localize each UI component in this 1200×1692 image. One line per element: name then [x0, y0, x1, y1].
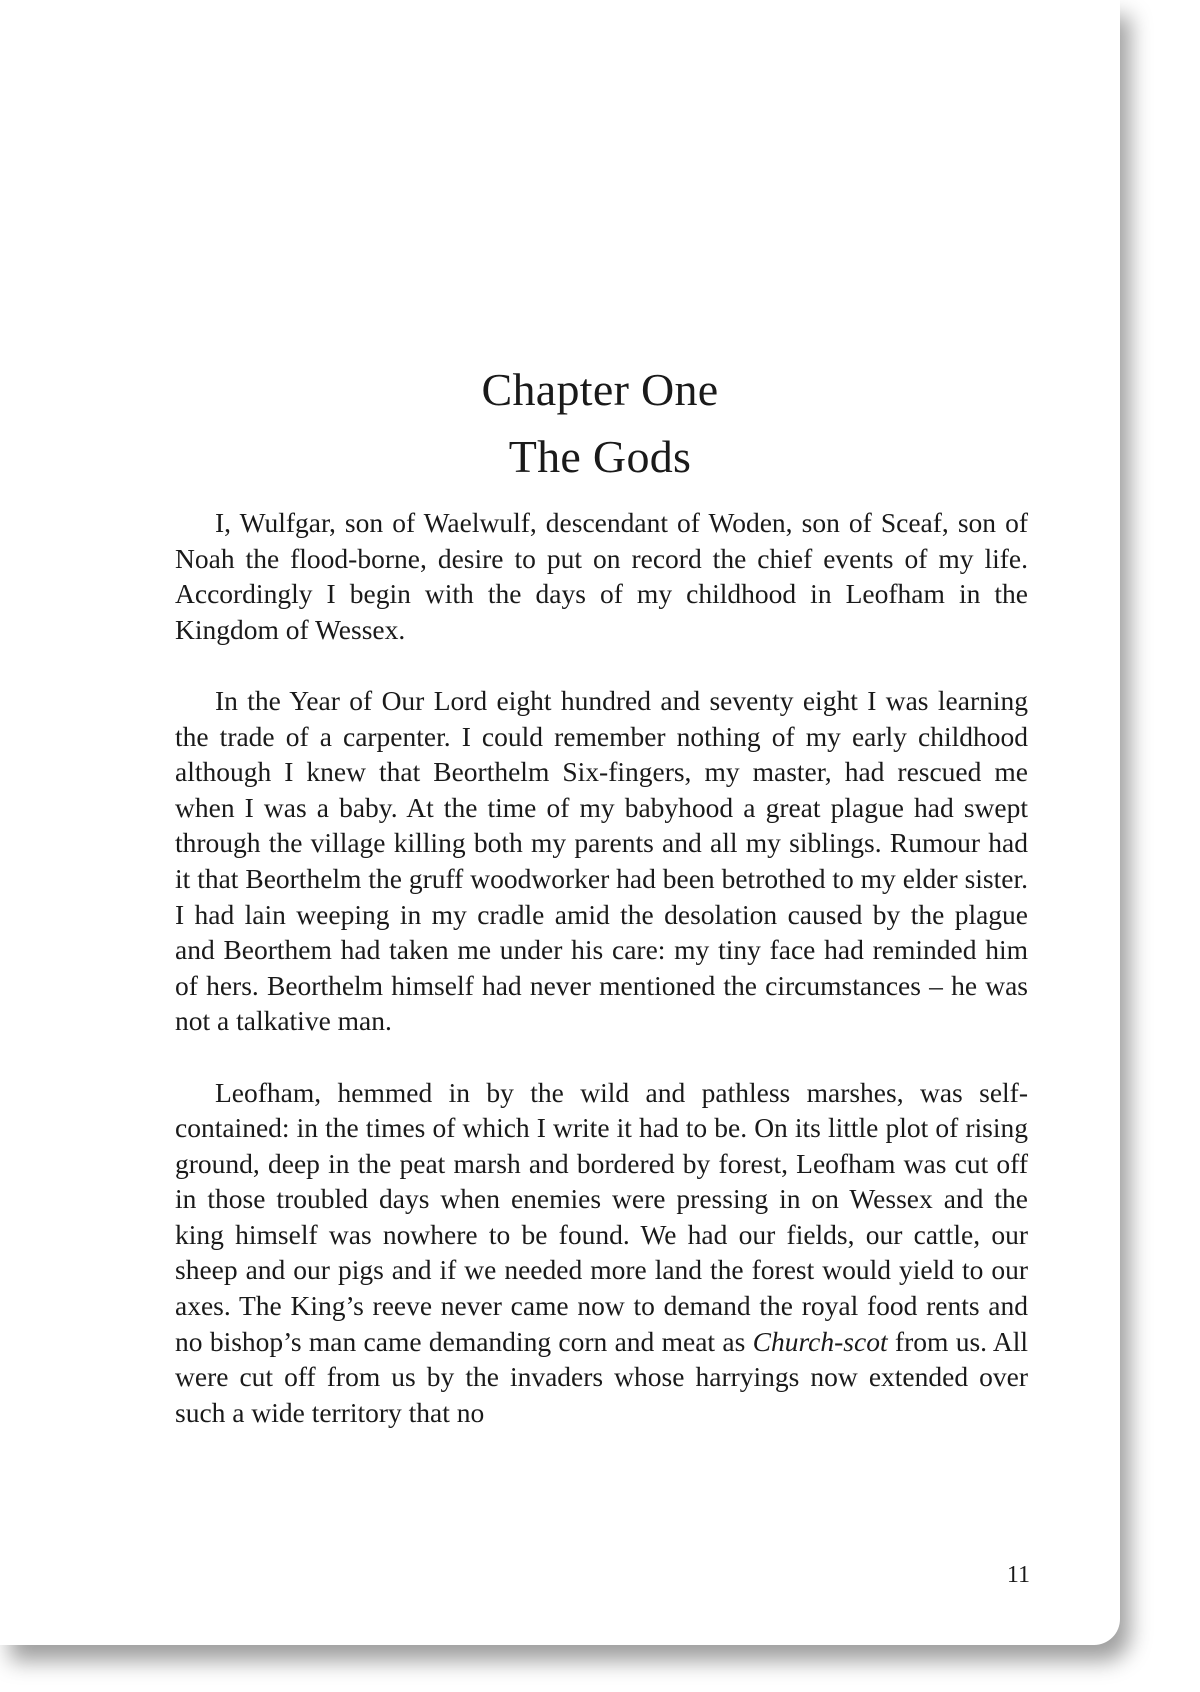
paragraph-2: In the Year of Our Lord eight hundred and seventy eight I was learning the trade of a carpenter. I could remember nothing of my early childhood although I knew that Beorthelm Six-fingers, my master, had rescued me when I was a baby. At the time of my babyhood a great plague had swept through the village killing both my parents and all my siblings. Rumour had it that Beorthelm the gruff woodworker had been betrothed to my elder sister. I had lain weeping in my cradle amid the desolation caused by the plague and Beorthem had taken me under his care: my tiny face had reminded him of hers. Beorthelm himself had never mentioned the circumstances – he was not a talkative man.: [175, 684, 1028, 1037]
paragraph-3: [175, 1075, 1028, 1431]
chapter-body: [175, 505, 1028, 1430]
paragraph-1: I, Wulfgar, son of Waelwulf, descendant of Woden, son of Sceaf, son of Noah the flood-borne, desire to put on record the chief events of my life. Accordingly I begin with the days of my childhood in Leofham in the Kingdom of Wessex.: [175, 507, 1028, 645]
paragraph-3-text-end: from us. All were cut off from us by the invaders whose harryings now extended over such a wide territory that no: [175, 1325, 1028, 1428]
page-number: 11: [1006, 1562, 1030, 1588]
chapter-title: Chapter One: [481, 364, 719, 415]
paragraph-3-italic-term: Church-scot: [752, 1325, 888, 1357]
chapter-subtitle: The Gods: [508, 431, 692, 482]
paragraph-3-text-start: Leofham, hemmed in by the wild and pathless marshes, was self-contained: in the times of which I write it had to be. On its little plot of rising ground, deep in the peat marsh and bordered by forest, Leofham was cut off in those troubled days when enemies were pressing in on Wessex and the king himself was nowhere to be found. We had our fields, our cattle, our sheep and our pigs and if we needed more land the forest would yield to our axes. The King’s reeve never came now to demand the royal food rents and no bishop’s man came demanding corn and meat as: [175, 1076, 1028, 1357]
